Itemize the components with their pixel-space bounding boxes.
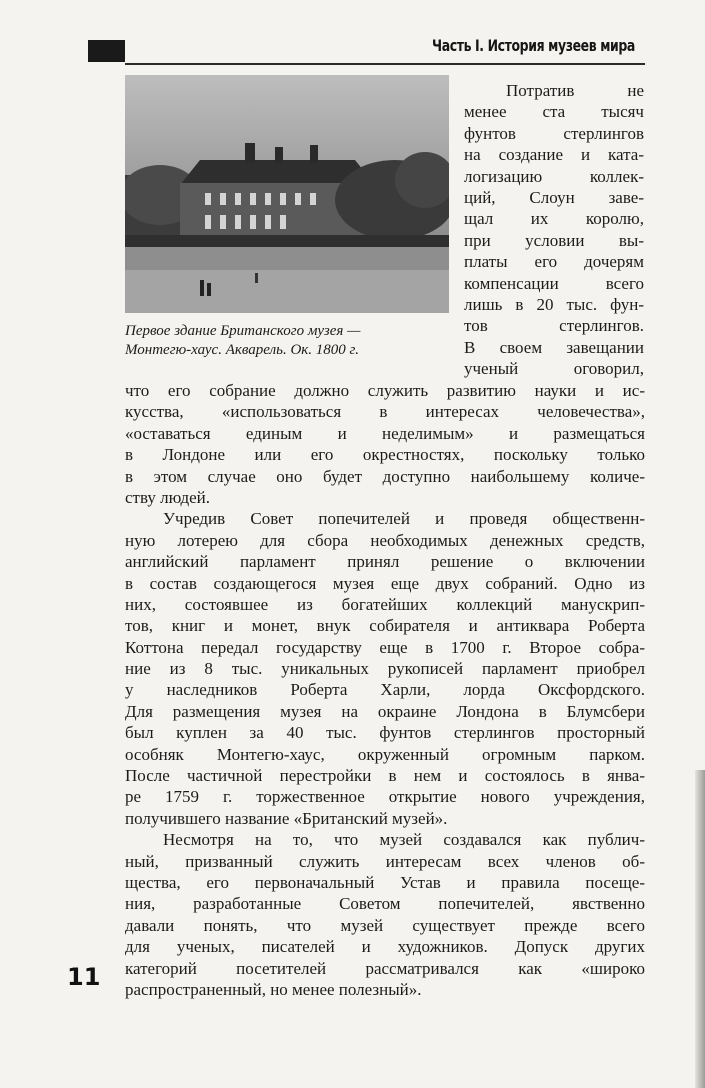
text-line: ную лотерею для сбора необходимых денежных средств, bbox=[125, 530, 645, 550]
text-line: ций, Слоун заве- bbox=[464, 187, 644, 207]
text-line: на создание и ката- bbox=[464, 145, 644, 165]
text-line: ния, разработанные Советом попечителей, явственно bbox=[125, 894, 645, 914]
text-line: менее ста тысяч bbox=[464, 102, 644, 122]
running-header-title: Часть I. История музеев мира bbox=[432, 36, 635, 55]
text-line: компенсации всего bbox=[464, 273, 644, 293]
text-line: щал их королю, bbox=[464, 209, 644, 229]
paragraph-1 bbox=[125, 380, 645, 508]
text-line: лишь в 20 тыс. фун- bbox=[464, 294, 644, 314]
text-line: Учредив Совет попечителей и проведя общественн- bbox=[163, 509, 645, 529]
text-line: в этом случае оно будет доступно наибольшему количе- bbox=[125, 466, 645, 486]
figure-caption bbox=[125, 322, 455, 360]
text-line: Потратив не bbox=[506, 81, 644, 100]
text-line: логизацию коллек- bbox=[464, 166, 644, 186]
montagu-house-illustration bbox=[125, 75, 449, 313]
text-line: был куплен за 40 тыс. фунтов стерлингов просторный bbox=[125, 723, 645, 743]
text-line: ству людей. bbox=[125, 487, 211, 507]
text-line: В своем завещании bbox=[464, 337, 644, 357]
text-line: давали понять, что музей существует прежде всего bbox=[125, 915, 645, 935]
paragraph-3 bbox=[125, 829, 645, 1000]
paragraph-2 bbox=[125, 508, 645, 829]
text-line: фунтов стерлингов bbox=[464, 123, 644, 143]
text-line: получившего название «Британский музей». bbox=[125, 808, 448, 828]
caption-line: Первое здание Британского музея — bbox=[125, 323, 361, 339]
text-line: у наследников Роберта Харли, лорда Оксфордского. bbox=[125, 680, 645, 700]
text-line: ние из 8 тыс. уникальных рукописей парламент приобрел bbox=[125, 659, 645, 679]
text-line: ре 1759 г. торжественное открытие нового учреждения, bbox=[125, 787, 645, 807]
text-line: Коттона передал государству еще в 1700 г. Второе собра- bbox=[125, 637, 645, 657]
header-marker bbox=[88, 40, 125, 62]
header-rule bbox=[125, 63, 645, 65]
text-line: После частичной перестройки в нем и состоялось в янва- bbox=[125, 766, 645, 786]
text-line: английский парламент принял решение о включении bbox=[125, 552, 645, 572]
text-line: категорий посетителей рассматривался как «широко bbox=[125, 958, 645, 978]
caption-line: Монтегю-хаус. Акварель. Ок. 1800 г. bbox=[125, 342, 359, 358]
text-line: Несмотря на то, что музей создавался как публич- bbox=[163, 830, 645, 850]
page-number: 11 bbox=[67, 963, 101, 991]
page-edge-shadow bbox=[695, 770, 705, 1088]
text-line: них, состоявшее из богатейших коллекций манускрип- bbox=[125, 594, 645, 614]
text-line: кусства, «использоваться в интересах человечества», bbox=[125, 402, 645, 422]
text-line: при условии вы- bbox=[464, 230, 644, 250]
text-line: платы его дочерям bbox=[464, 252, 644, 272]
text-line: для ученых, писателей и художников. Допуск других bbox=[125, 937, 645, 957]
right-column-text bbox=[464, 80, 644, 379]
text-line: тов стерлингов. bbox=[464, 316, 644, 336]
text-line: «оставаться единым и неделимым» и размещаться bbox=[125, 423, 645, 443]
text-line: ученый оговорил, bbox=[464, 359, 644, 379]
text-line: распространенный, но менее полезный». bbox=[125, 979, 422, 999]
text-line: что его собрание должно служить развитию науки и ис- bbox=[125, 381, 645, 400]
text-line: ный, призванный служить интересам всех членов об- bbox=[125, 851, 645, 871]
text-line: тов, книг и монет, внук собирателя и антиквара Роберта bbox=[125, 616, 645, 636]
main-text bbox=[125, 380, 645, 1000]
text-line: в состав создающегося музея еще двух собраний. Одно из bbox=[125, 573, 645, 593]
text-line: Для размещения музея на окраине Лондона в Блумсбери bbox=[125, 701, 645, 721]
text-line: щества, его первоначальный Устав и правила посеще- bbox=[125, 872, 645, 892]
text-line: в Лондоне или его окрестностях, поскольку только bbox=[125, 445, 645, 465]
text-line: особняк Монтегю-хаус, окруженный огромным парком. bbox=[125, 744, 645, 764]
